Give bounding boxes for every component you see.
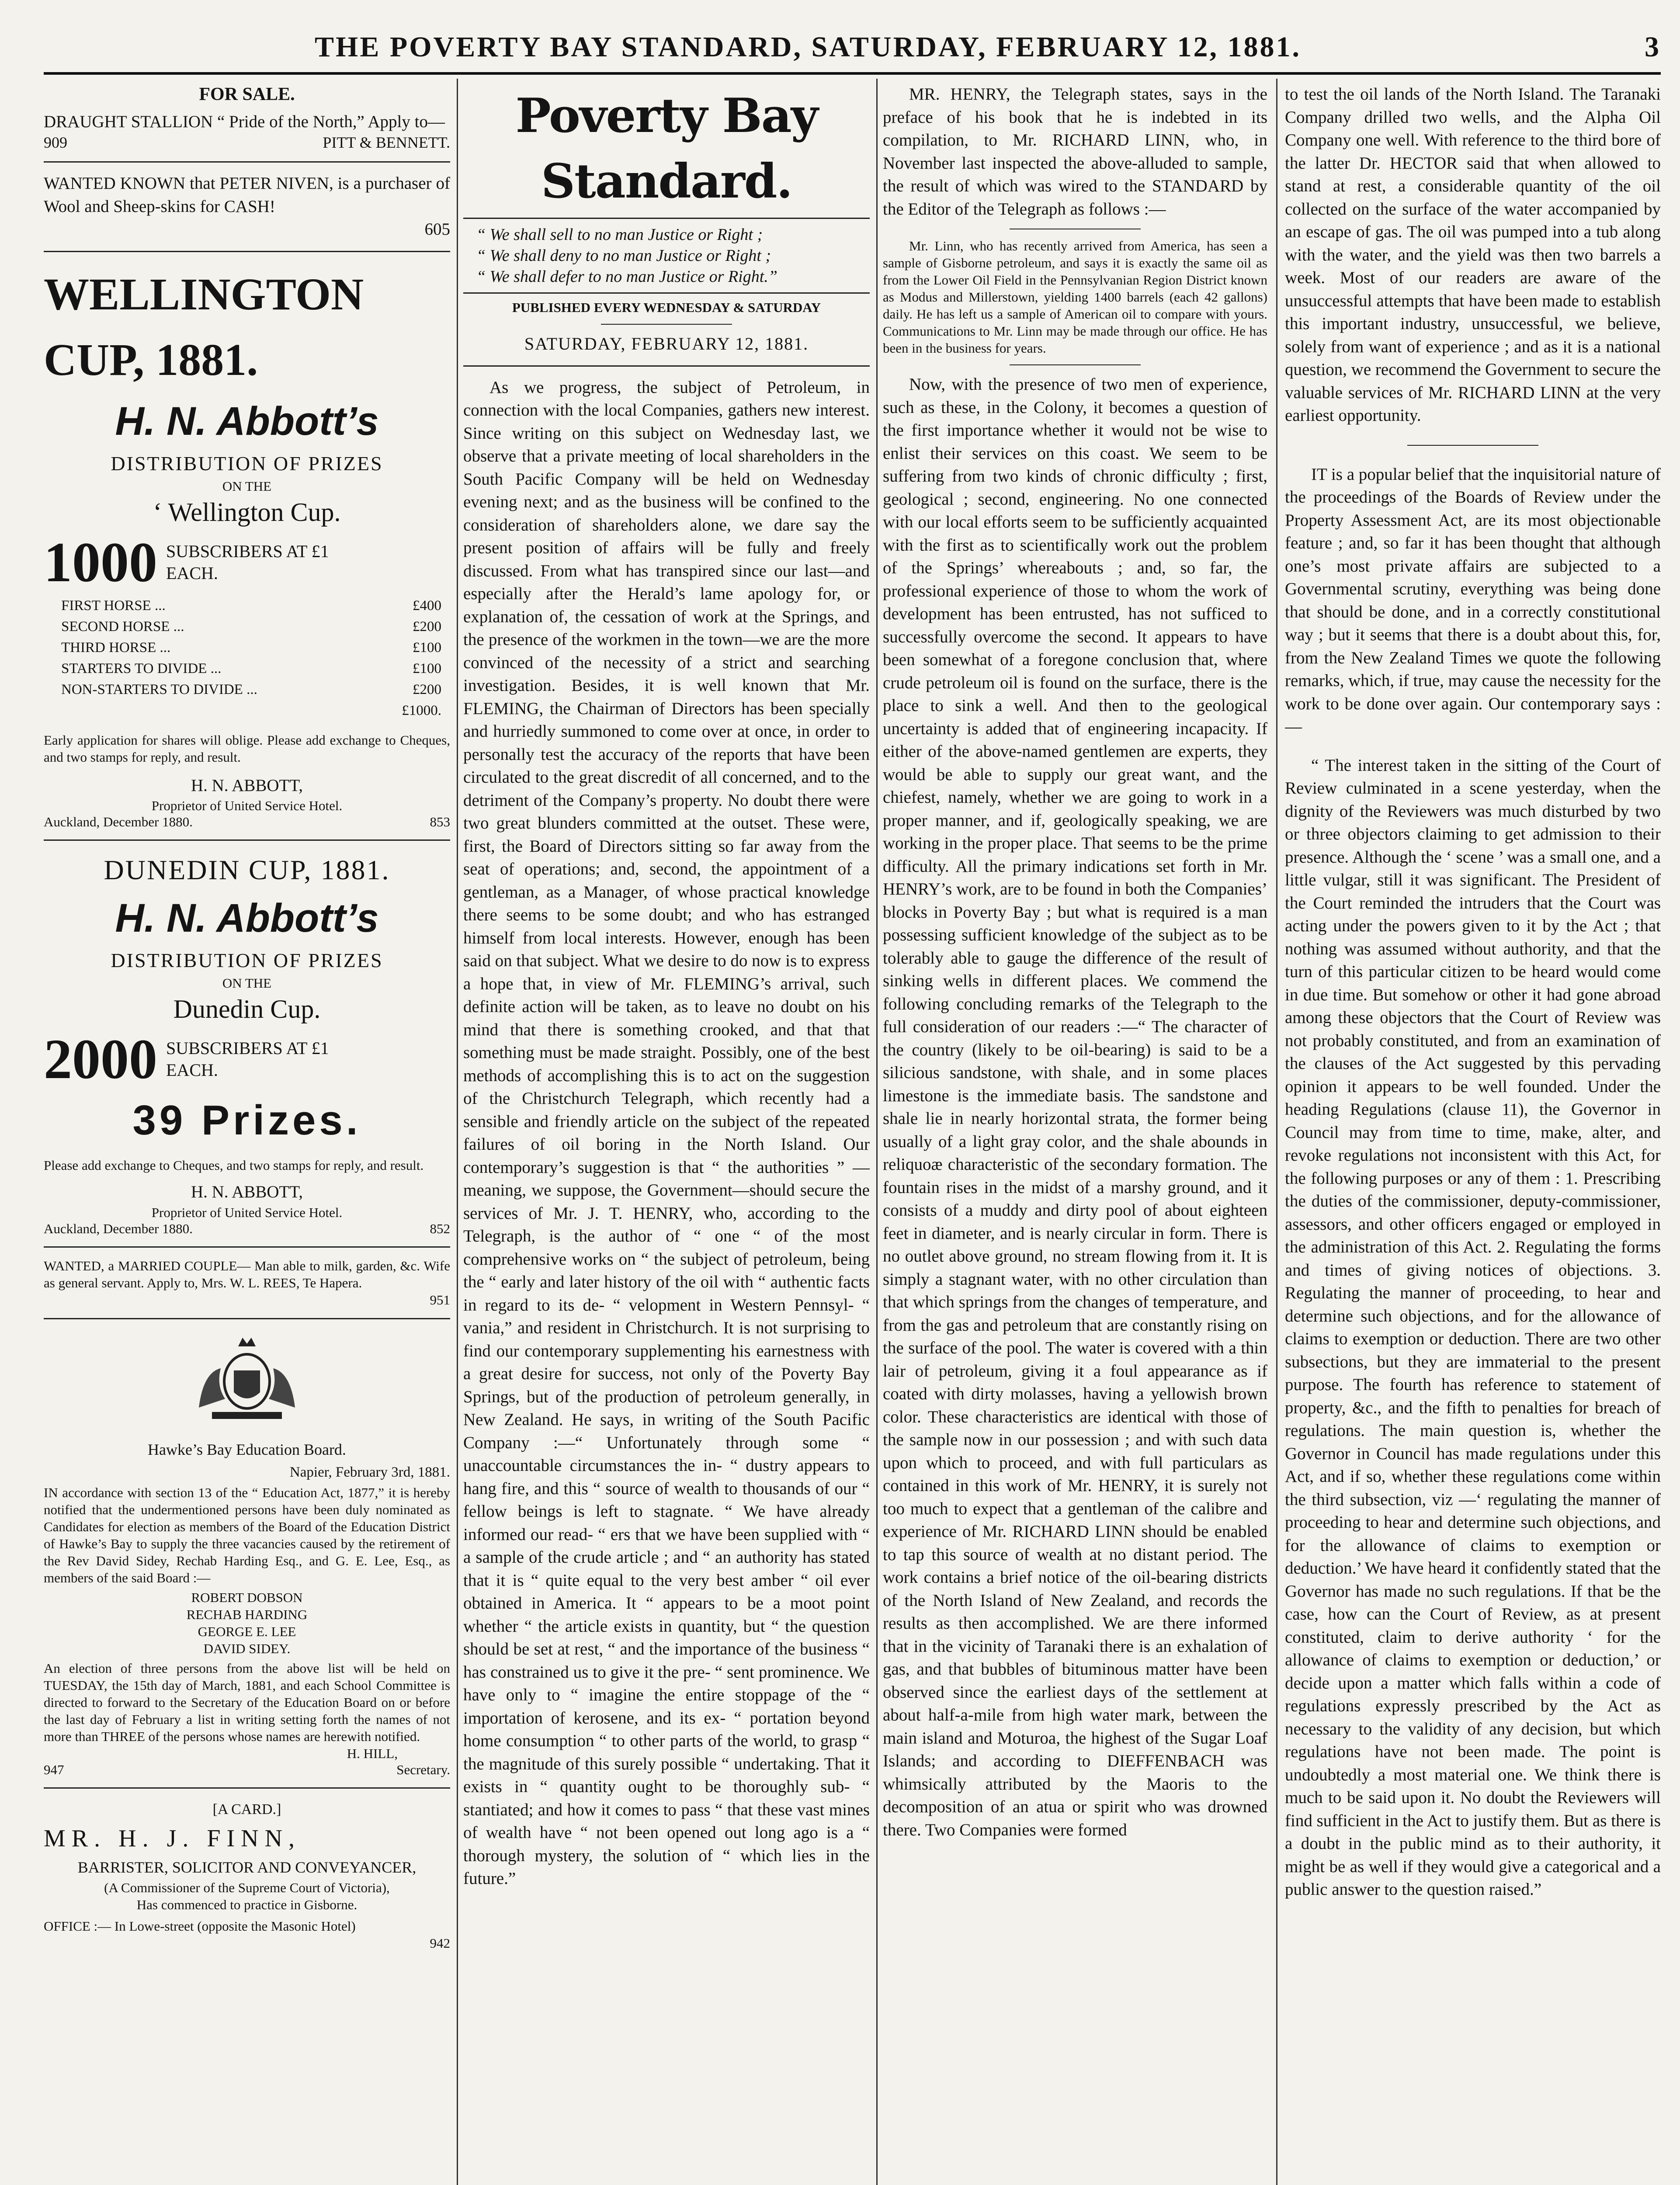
ad-education-board bbox=[44, 1329, 450, 1778]
article-body: As we progress, the subject of Petroleum, in connection with the local Companies, gathers new interest. Since writing on this subject on Wednesday last, we observe that a private meeting of local shareholders in the South Pacific Company will be held on Wednesday evening next; and as the business will be confined to the consideration of shareholders alone, we dare say the present position of affairs will be fully and freely discussed. From what has transpired since our last—and especially after the Herald’s lame apology for, or explanation of, the cessation of work at the Springs, and the presence of the workmen in the town—we are the more convinced of the necessity of a strict and searching investigation. Besides, it is well known that Mr. FLEMING, the Chairman of Directors has been specially and hurriedly summoned to come over at once, in order to personally test the accuracy of the reports that have been circulated to the great discredit of all concerned, and to the detriment of the Company’s property. No doubt there were two great blunders committed at the outset. These were, first, the Board of Directors sitting so far away from the seat of operations; and, second, the appointment of a gentleman, as a Manager, of whose practical knowledge there seems to be some doubt; and who has estranged himself from local interests. However, enough has been said on that subject. What we desire to do now is to express a hope that, in view of Mr. FLEMING’s arrival, such definite action will be taken, as to leave no doubt on his mind that there is something crooked, and that that something must be made straight. Possibly, one of the best methods of accomplishing this is to act on the suggestion of the Christchurch Telegraph, which recently had a sensible and friendly article on the subject of the repeated failures of oil boring in the North Island. Our contemporary’s suggestion is that “ the authorities ” —meaning, we suppose, the Government—should secure the services of Mr. J. T. HENRY, who, according to the Telegraph, is the author of “ one “ of the most comprehensive works on “ the subject of petroleum, being the “ early and later history of the oil with “ authentic facts in regard to its de- “ velopment in Western Pennsyl- “ vania,” and resident in Christchurch. It is not surprising to find our contemporary supplementing his earnestness with a great desire for success, not only of the Poverty Bay Springs, but of the production of petroleum generally, in New Zealand. He says, in writing of the South Pacific Company :—“ Unfortunately through some “ unaccountable circumstances the in- “ dustry appears to hang fire, and this “ source of wealth to thousands of our “ fellow beings is left to stagnate. “ We have already informed our read- “ ers that we have been supplied with “ a sample of the crude article ; and “ an authority has stated that it is “ quite equal to the very best amber “ oil ever obtained in America. It “ appears to be a moot point whether “ the article exists in quantity, but “ the question should be set at rest, “ and the importance of the business “ has constrained us to give it the pre- “ sent prominence. We have only to “ imagine the entire stoppage of the “ importation of kerosene, and its ex- “ portation beyond home consumption “ to other parts of the world, to grasp “ the magnitude of this surely possible “ undertaking. That it exists in “ quantity ought to be thoroughly sub- “ stantiated; and how it comes to pass “ that these vast mines of wealth have “ not been opened out long ago is a “ thorough mystery, the solution of “ which lies in the future.” bbox=[463, 378, 870, 1888]
prize-label: THIRD HORSE ... bbox=[61, 639, 171, 656]
ad-number: 852 bbox=[430, 1221, 450, 1236]
ad-body: WANTED, a MARRIED COUPLE— Man able to milk, garden, &c. Wife as general servant. Apply to, Mrs. W. L. REES, Te Hapera. bbox=[44, 1258, 450, 1290]
on-the: ON THE bbox=[222, 975, 272, 991]
ad-number: 947 bbox=[44, 1762, 64, 1777]
ad-body: WANTED KNOWN that PETER NIVEN, is a purchaser of Wool and Sheep-skins for CASH! bbox=[44, 174, 450, 216]
article-intro: MR. HENRY, the Telegraph states, says in the preface of his book that he is indebted in its compilation, to Mr. RICHARD LINN, who, in November last inspected the above-alluded to sample, the result of which was wired to the STANDARD by the Editor of the Telegraph as follows :— bbox=[883, 85, 1267, 218]
article-body: Now, with the presence of two men of experience, such as these, in the Colony, it becomes a question of the first importance whether it would not be wise to enlist their services on this coast. We seem to be suffering from two kinds of chronic difficulty ; first, geological ; second, engineering. No one connected with our local efforts seem to be sufficiently acquainted with the first as to scientifically work out the problem of the Springs’ whereabouts ; and, so far, the professional experience of those to whom the work of development has been entrusted, has not sufficed to successfully overcome the second. It appears to have been somewhat of a foregone conclusion that, where crude petroleum oil is found on the surface, there is the place to sink a well. And then to the geological uncertainty is added that of engineering incapacity. If either of the above-named gentlemen are experts, they would be able to supply our great want, and the chiefest, namely, whether we are going to work in a proper manner, and if, geologically speaking, we are working in the proper place. That seems to be the prime difficulty. All the primary indications set forth in Mr. HENRY’s work, are to be found in both the Companies’ blocks in Poverty Bay ; but what is required is a man possessing sufficient knowledge of the subject as to be tolerably able to gauge the difference of the result of sinking wells in different places. We commend the following concluding remarks of the Telegraph to the full consideration of our readers :—“ The character of the country (likely to be oil-bearing) is said to be a silicious sandstone, with shale, and in some places limestone is the immediate basis. The sandstone and shale lie in nearly horizontal strata, the former being usually of a light gray color, and the shale abounds in reliquoæ characteristic of the secondary formation. The fountain rises in the midst of a marshy ground, and it consists of a muddy and dirty pool of about eighteen feet in diameter, and is nearly circular in form. There is no outlet above ground, no stream flowing from it. It is simply a stagnant water, with no other circulation than that which springs from the changes of temperature, and from the gas and petroleum that are constantly rising on the surface of the pool. The water is covered with a thin lair of petroleum, giving it a foul appearance as if coated with dirty molasses, having a yellowish brown color. These characteristics are identical with those of the sample now in our possession ; and with such data upon which to proceed, and with full particulars as contained in this work of Mr. HENRY, it is surely not too much to expect that a gentleman of the calibre and experience of Mr. RICHARD LINN should be enabled to tap this source of wealth at no distant period. The work contains a brief notice of the oil-bearing districts of the North Island of New Zealand, and records the results as then accomplished. We are there informed that in the vicinity of Taranaki there is an exhalation of gas, and that bubbles of bituminous matter have been observed since the earliest days of the settlement at about half-a-mile from high water mark, between the main island and Moturoa, the highest of the Sugar Loaf Islands; and according to DIEFFENBACH was whimsically attributed by the Maoris to the decomposition of an atua or spirit who was drowned there. Two Companies were formed bbox=[883, 375, 1267, 1839]
ad-proprietor: Proprietor of United Service Hotel. bbox=[151, 798, 343, 813]
ad-note: Please add exchange to Cheques, and two stamps for reply, and result. bbox=[44, 1158, 424, 1173]
column-petroleum bbox=[883, 83, 1267, 2185]
masthead-title: Poverty Bay Standard. bbox=[515, 88, 818, 209]
card-office: OFFICE :— In Lowe-street (opposite the Masonic Hotel) bbox=[44, 1918, 356, 1934]
article-body: IT is a popular belief that the inquisitorial nature of the proceedings of the Boards of Review under the Property Assessment Act, are its most objectionable feature ; and, so far it has been thought that although one’s most private affairs are subjected to a Governmental scrutiny, everything was being done that should be done, and in a correctly constitutional way ; but it seems that there is a doubt about this, for, from the New Zealand Times we quote the following remarks, which, if true, may cause the necessity for the work to be done over again. Our contemporary says :— bbox=[1285, 465, 1661, 736]
motto-line: “ We shall defer to no man Justice or Right.” bbox=[476, 267, 778, 286]
on-the: ON THE bbox=[222, 478, 272, 494]
running-head bbox=[44, 31, 1661, 70]
notice-body: IN accordance with section 13 of the “ Education Act, 1877,” it is hereby notified that the undermentioned persons have been duly nominated as Candidates for election as members of the Board of the Education District of Hawke’s Bay to supply the three vacancies caused by the retirement of the Rev David Sidey, Rechab Harding Esq., and G. E. Lee, Esq., as members of the said Board :— bbox=[44, 1484, 450, 1585]
divider bbox=[44, 251, 450, 252]
divider bbox=[463, 292, 870, 294]
divider bbox=[1407, 445, 1538, 446]
prize-row bbox=[44, 658, 450, 679]
ad-married-couple bbox=[44, 1257, 450, 1308]
prize-label: FIRST HORSE ... bbox=[61, 597, 166, 614]
prize-label: SECOND HORSE ... bbox=[61, 618, 184, 635]
prize-count: 39 Prizes. bbox=[132, 1097, 361, 1144]
running-title: THE POVERTY BAY STANDARD, SATURDAY, FEBRUARY 12, 1881. bbox=[315, 31, 1302, 63]
ad-advertiser: PITT & BENNETT. bbox=[323, 134, 450, 151]
cup-name: Dunedin Cup. bbox=[173, 995, 321, 1023]
ad-title: DUNEDIN CUP, 1881. bbox=[104, 854, 390, 885]
ad-card-finn bbox=[44, 1798, 450, 1952]
newspaper-page bbox=[44, 0, 1661, 2185]
candidate-name: DAVID SIDEY. bbox=[203, 1640, 291, 1656]
dateline: SATURDAY, FEBRUARY 12, 1881. bbox=[524, 334, 809, 354]
ad-title: WELLINGTON CUP, 1881. bbox=[44, 269, 364, 385]
ad-dunedin-cup bbox=[44, 850, 450, 1237]
divider bbox=[463, 365, 870, 367]
divider bbox=[463, 218, 870, 219]
subscribers-line bbox=[44, 530, 450, 595]
ad-for-sale bbox=[44, 83, 450, 152]
divider bbox=[601, 324, 732, 325]
ad-number: 909 bbox=[44, 134, 67, 151]
divider bbox=[44, 1787, 450, 1789]
candidate-name: GEORGE E. LEE bbox=[198, 1623, 296, 1639]
ad-number: 605 bbox=[424, 220, 450, 239]
ad-place: Auckland, December 1880. bbox=[44, 814, 193, 829]
divider bbox=[44, 1318, 450, 1319]
ad-wellington-cup bbox=[44, 262, 450, 830]
column-rule-3 bbox=[1276, 79, 1277, 2185]
board-name: Hawke’s Bay Education Board. bbox=[148, 1440, 346, 1458]
subscriber-count: 1000 bbox=[44, 531, 157, 594]
notice-footer bbox=[44, 1762, 450, 1778]
prize-total: £1000. bbox=[402, 702, 441, 718]
ad-body: DRAUGHT STALLION “ Pride of the North,” Apply to— bbox=[44, 112, 445, 131]
ad-number: 951 bbox=[430, 1292, 450, 1308]
ad-number: 853 bbox=[430, 814, 450, 829]
subscriber-count: 2000 bbox=[44, 1028, 157, 1091]
subscriber-terms: SUBSCRIBERS AT £1 EACH. bbox=[166, 541, 329, 583]
ad-wanted-known bbox=[44, 172, 450, 241]
divider bbox=[44, 161, 450, 163]
column-leader bbox=[463, 83, 870, 2185]
prize-amount: £100 bbox=[413, 639, 441, 656]
motto-line: “ We shall deny to no man Justice or Right ; bbox=[476, 246, 771, 265]
motto-line: “ We shall sell to no man Justice or Right ; bbox=[476, 225, 763, 244]
prize-label: STARTERS TO DIVIDE ... bbox=[61, 660, 222, 676]
card-commenced: Has commenced to practice in Gisborne. bbox=[136, 1897, 358, 1912]
card-profession: BARRISTER, SOLICITOR AND CONVEYANCER, bbox=[77, 1859, 417, 1876]
notice-signer: H. HILL, bbox=[347, 1745, 398, 1761]
ad-signer: H. N. ABBOTT, bbox=[191, 1183, 303, 1201]
ad-heading: FOR SALE. bbox=[199, 84, 295, 104]
candidate-name: RECHAB HARDING bbox=[186, 1606, 308, 1622]
prize-row bbox=[44, 679, 450, 700]
ad-place: Auckland, December 1880. bbox=[44, 1221, 193, 1236]
abbott-heading: H. N. Abbott’s bbox=[115, 399, 379, 444]
ad-note: Early application for shares will oblige. Please add exchange to Cheques, and two stamps for reply, and result. bbox=[44, 732, 450, 765]
column-review bbox=[1285, 83, 1661, 2185]
ad-footer bbox=[44, 814, 450, 830]
prize-label: NON-STARTERS TO DIVIDE ... bbox=[61, 681, 257, 697]
ad-footer bbox=[44, 1221, 450, 1237]
top-rule bbox=[44, 72, 1661, 75]
subscribers-line bbox=[44, 1027, 450, 1092]
prize-table bbox=[44, 595, 450, 721]
distribution-heading: DISTRIBUTION OF PRIZES bbox=[111, 452, 383, 475]
notice-role: Secretary. bbox=[396, 1762, 450, 1777]
column-rule-1 bbox=[457, 79, 458, 2185]
divider bbox=[44, 839, 450, 841]
candidate-list bbox=[44, 1589, 450, 1657]
card-label: [A CARD.] bbox=[212, 1801, 281, 1817]
article-continuation: to test the oil lands of the North Island. The Taranaki Company drilled two wells, and the Alpha Oil Company one well. With reference to the third bore of the latter Dr. HECTOR said that when allowed to stand at rest, a considerable quantity of the oil collected on the surface of the water accompanied by an escape of gas. The oil was pumped into a tub along with the water, and the yield was then two barrels a week. Most of our readers are aware of the unsuccessful attempts that have been made to establish this important industry, unsuccessful, we believe, solely from want of experience ; and as it is a national question, we recommend the Government to secure the valuable services of Mr. RICHARD LINN at the very earliest opportunity. bbox=[1285, 85, 1661, 425]
card-name: MR. H. J. FINN, bbox=[44, 1825, 301, 1852]
distribution-heading: DISTRIBUTION OF PRIZES bbox=[111, 949, 383, 971]
prize-amount: £200 bbox=[413, 681, 441, 697]
divider bbox=[44, 1246, 450, 1248]
page-number: 3 bbox=[1645, 31, 1661, 63]
prize-total-row bbox=[44, 700, 450, 721]
times-quote: “ The interest taken in the sitting of the Court of Review culminated in a scene yesterday, when the dignity of the Reviewers was much disturbed by two or three objectors claiming to get admission to their presence. Although the ‘ scene ’ was a small one, and a little vulgar, still it was significant. The President of the Court reminded the intruders that the Court was acting under the powers given to it by the Act ; that nothing was assumed without authority, and that the turn of this particular citizen to be heard would come in due time. But somehow or other it had gone abroad among these objectors that the Court of Review was not probably constituted, and from an examination of the clauses of the Act suggested by this pervading opinion it appears to be well founded. Under the heading Regulations (clause 11), the Governor in Council may from time to time, make, alter, and revoke regulations not inconsistent with this Act, for the following purposes or any of them : 1. Prescribing the duties of the commissioner, deputy-commissioner, assessors, and other officers engaged or employed in the administration of this Act. 2. Regulating the forms and times of giving notices of objections. 3. Regulating the manner of proceeding, to hear and determine such objections, and for the allowance of claims to exemption or deduction. There are two other subsections, but they are immaterial to the present purpose. The fourth has reference to statement of property, &c., and the fifth to penalties for breach of regulations. The main question is, whether the Governor in Council has made regulations under this Act, and if so, whether these regulations come within the third subsection, viz —‘ regulating the manner of proceeding to hear and determine such objections, and for the allowance of claims to exemption or deduction.’ We have heard it confidently stated that the Governor has made no such regulations. If that be the case, how can the Court of Review, as at present constituted, claim to derive authority ‘ for the allowance of claims to exemption or deduction,’ or decide upon a matter which falls within a code of regulations expressly prescribed by the Act as necessary to the validity of any decision, but which regulations have not been made. The point is undoubtedly a most material one. We think there is much to be said upon it. No doubt the Reviewers will find sufficient in the Act to justify them. But as there is a doubt in the public mind as to their authority, it might be as well if they would give a categorical and a public answer to the question raised.” bbox=[1285, 756, 1661, 1899]
royal-coat-of-arms-icon bbox=[181, 1329, 312, 1429]
masthead-motto bbox=[463, 224, 870, 287]
column-advertisements bbox=[44, 83, 450, 2185]
column-rule-2 bbox=[876, 79, 878, 2185]
telegraph-quote: Mr. Linn, who has recently arrived from America, has seen a sample of Gisborne petroleum, and says it is exactly the same oil as from the Lower Oil Field in the Pennsylvanian Region District known as Modus and Millerstown, yielding 1400 barrels (each 42 gallons) daily. He has left us a sample of American oil to compare with yours. Communications to Mr. Linn may be made through our office. He has been in the business for years. bbox=[883, 238, 1267, 356]
prize-amount: £100 bbox=[413, 660, 441, 676]
prize-row bbox=[44, 616, 450, 637]
card-commissioner: (A Commissioner of the Supreme Court of Victoria), bbox=[104, 1880, 390, 1895]
divider bbox=[1010, 364, 1141, 365]
ad-number: 942 bbox=[430, 1935, 450, 1951]
subscriber-terms: SUBSCRIBERS AT £1 EACH. bbox=[166, 1038, 329, 1080]
board-date: Napier, February 3rd, 1881. bbox=[289, 1464, 450, 1480]
prize-amount: £400 bbox=[413, 597, 441, 614]
ad-signer: H. N. ABBOTT, bbox=[191, 776, 303, 795]
candidate-name: ROBERT DOBSON bbox=[191, 1589, 303, 1605]
notice-body-2: An election of three persons from the above list will be held on TUESDAY, the 15th day of March, 1881, and each School Committee is directed to forward to the Secretary of the Education Board on or before the last day of February a list in writing setting forth the names of not more than THREE of the persons whose names are herewith notified. bbox=[44, 1660, 450, 1744]
prize-row bbox=[44, 637, 450, 658]
publication-days: PUBLISHED EVERY WEDNESDAY & SATURDAY bbox=[512, 300, 821, 315]
cup-name: ‘ Wellington Cup. bbox=[153, 497, 341, 527]
ad-proprietor: Proprietor of United Service Hotel. bbox=[151, 1204, 343, 1220]
prize-amount: £200 bbox=[413, 618, 441, 635]
ad-footer bbox=[44, 133, 450, 152]
prize-row bbox=[44, 595, 450, 616]
abbott-heading: H. N. Abbott’s bbox=[115, 896, 379, 940]
